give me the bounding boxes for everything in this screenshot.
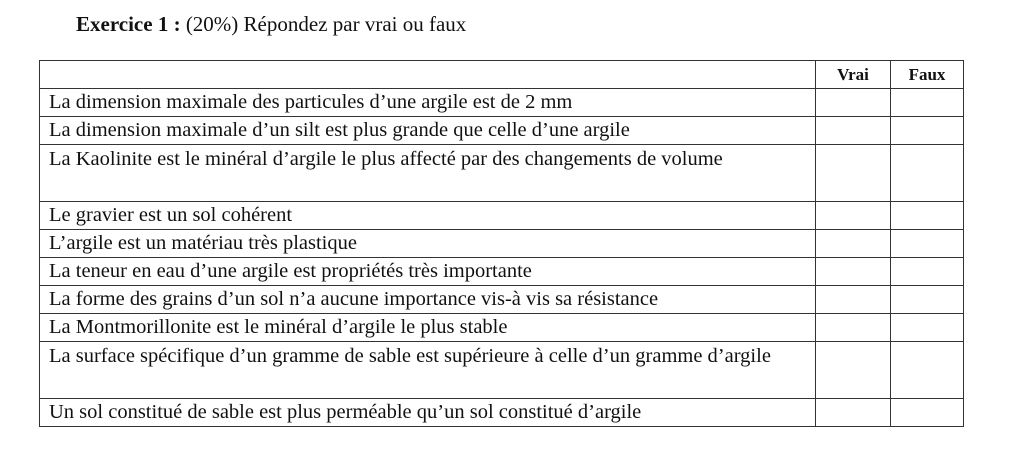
vrai-answer-cell[interactable] — [816, 286, 891, 314]
statement-cell: La Kaolinite est le minéral d’argile le plus affecté par des changements de volume — [40, 145, 816, 202]
statement-cell: La teneur en eau d’une argile est propriétés très importante — [40, 258, 816, 286]
exercise-weight: (20%) — [185, 12, 239, 36]
vrai-answer-cell[interactable] — [816, 145, 891, 202]
vrai-answer-cell[interactable] — [816, 258, 891, 286]
table-row — [40, 145, 964, 202]
statement-cell: La dimension maximale d’un silt est plus grande que celle d’une argile — [40, 117, 816, 145]
table-row — [40, 230, 964, 258]
exercise-instruction: Répondez par vrai ou faux — [243, 12, 467, 36]
faux-answer-cell[interactable] — [891, 89, 964, 117]
vrai-answer-cell[interactable] — [816, 314, 891, 342]
table-row — [40, 202, 964, 230]
exercise-header — [76, 12, 466, 36]
table-row — [40, 342, 964, 399]
statement-cell: L’argile est un matériau très plastique — [40, 230, 816, 258]
vrai-answer-cell[interactable] — [816, 230, 891, 258]
faux-answer-cell[interactable] — [891, 399, 964, 427]
table-row — [40, 117, 964, 145]
faux-answer-cell[interactable] — [891, 145, 964, 202]
header-statement — [40, 61, 816, 89]
statement-cell: Le gravier est un sol cohérent — [40, 202, 816, 230]
vrai-answer-cell[interactable] — [816, 399, 891, 427]
header-vrai: Vrai — [816, 61, 891, 89]
statement-cell: La dimension maximale des particules d’une argile est de 2 mm — [40, 89, 816, 117]
true-false-table — [39, 60, 964, 427]
faux-answer-cell[interactable] — [891, 258, 964, 286]
table-row — [40, 258, 964, 286]
faux-answer-cell[interactable] — [891, 286, 964, 314]
header-faux: Faux — [891, 61, 964, 89]
table-header-row — [40, 61, 964, 89]
statement-cell: La Montmorillonite est le minéral d’argile le plus stable — [40, 314, 816, 342]
table-row — [40, 286, 964, 314]
faux-answer-cell[interactable] — [891, 342, 964, 399]
vrai-answer-cell[interactable] — [816, 342, 891, 399]
faux-answer-cell[interactable] — [891, 314, 964, 342]
statement-cell: Un sol constitué de sable est plus perméable qu’un sol constitué d’argile — [40, 399, 816, 427]
vrai-answer-cell[interactable] — [816, 202, 891, 230]
vrai-answer-cell[interactable] — [816, 89, 891, 117]
exercise-title: Exercice 1 : — [76, 12, 181, 36]
faux-answer-cell[interactable] — [891, 202, 964, 230]
statement-cell: La surface spécifique d’un gramme de sable est supérieure à celle d’un gramme d’argile — [40, 342, 816, 399]
table-row — [40, 314, 964, 342]
table-row — [40, 89, 964, 117]
table-row — [40, 399, 964, 427]
faux-answer-cell[interactable] — [891, 117, 964, 145]
faux-answer-cell[interactable] — [891, 230, 964, 258]
vrai-answer-cell[interactable] — [816, 117, 891, 145]
statement-cell: La forme des grains d’un sol n’a aucune importance vis-à vis sa résistance — [40, 286, 816, 314]
